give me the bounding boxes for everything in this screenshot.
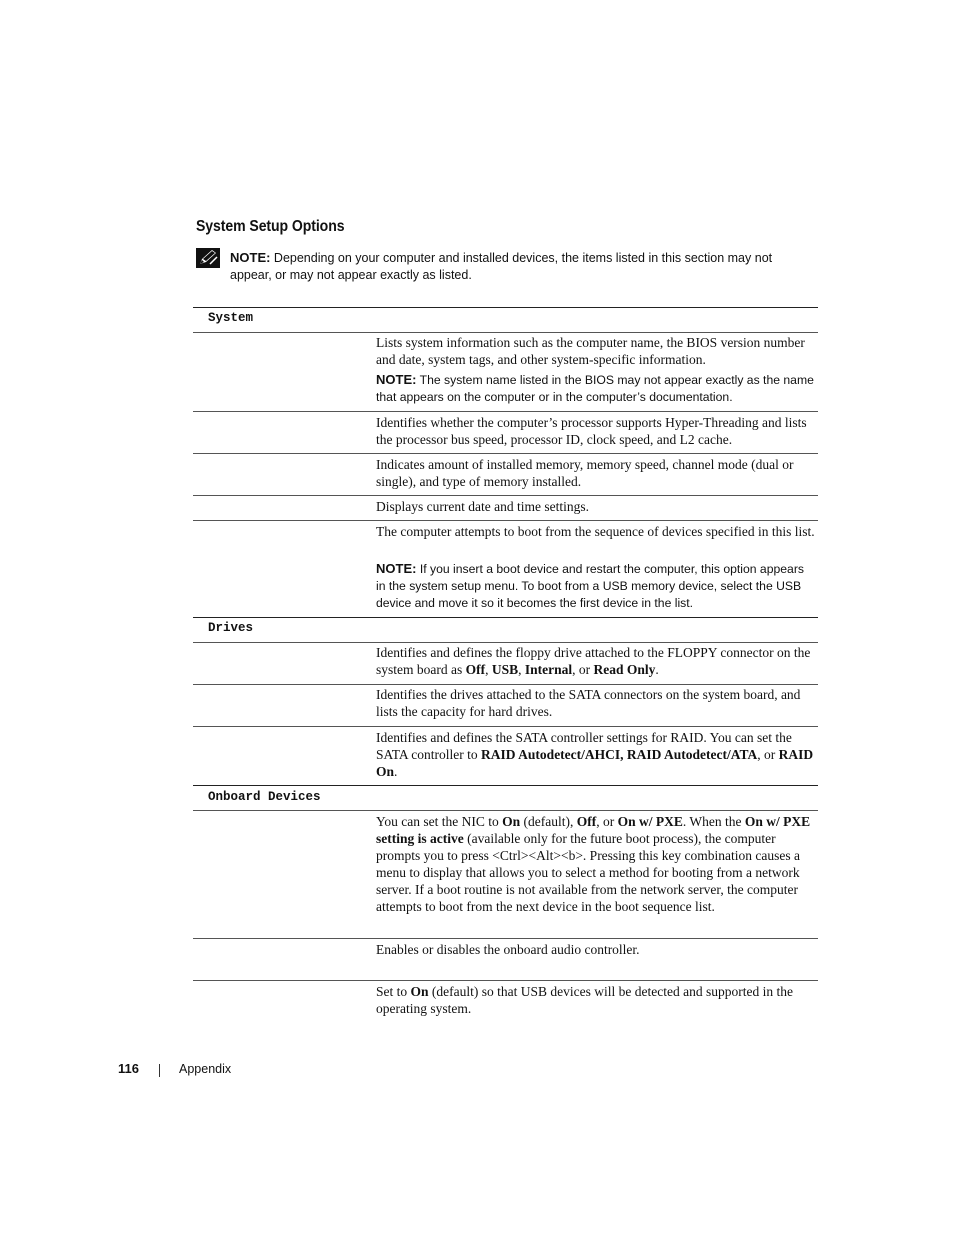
- row-description: Identifies whether the computer’s processor supports Hyper-Threading and lists the processor bus speed, processor ID, clock speed, and L2 cache.: [376, 415, 807, 447]
- row-description: Indicates amount of installed memory, memory speed, channel mode (dual or single), and type of memory installed.: [376, 457, 794, 489]
- page-heading: System Setup Options: [196, 218, 345, 235]
- footer-divider: [159, 1064, 160, 1077]
- row-description: Identifies and defines the floppy drive attached to the FLOPPY connector on the system board as Off, USB, Internal, or Read Only.: [376, 645, 811, 677]
- row-description: Identifies and defines the SATA controller settings for RAID. You can set the SATA controller to RAID Autodetect/AHCI, RAID Autodetect/ATA, or RAID On.: [376, 730, 814, 779]
- section-label-system: System: [208, 311, 254, 325]
- table-rule: [193, 980, 818, 981]
- note-label: NOTE:: [230, 250, 271, 265]
- section-label-drives: Drives: [208, 621, 254, 635]
- table-rule: [193, 332, 818, 333]
- table-rule: [193, 785, 818, 786]
- row-note: [376, 371, 816, 406]
- row-description: You can set the NIC to On (default), Off, or On w/ PXE. When the On w/ PXE setting is active (available only for the future boot process), the computer prompts you to press <Ctrl><Alt><b>. Pressing this key combination causes a menu to display that allows you to select a method for booting from a network server. If a boot routine is not available from the network server, the computer attempts to boot from the next device in the boot sequence list.: [376, 814, 811, 914]
- note-text: If you insert a boot device and restart the computer, this option appears in the system setup menu. To boot from a USB memory device, select the USB device and move it so it becomes the first device in the list.: [376, 562, 804, 610]
- table-rule: [193, 617, 818, 618]
- table-rule: [193, 642, 818, 643]
- table-rule: [193, 453, 818, 454]
- note-label: NOTE:: [376, 372, 417, 387]
- table-rule: [193, 411, 818, 412]
- table-rule: [193, 684, 818, 685]
- table-rule: [193, 307, 818, 308]
- note-pencil-icon: [196, 248, 220, 268]
- footer-section-title: Appendix: [179, 1062, 232, 1076]
- table-rule: [193, 938, 818, 939]
- table-rule: [193, 810, 818, 811]
- note-text: Depending on your computer and installed devices, the items listed in this section may not appear, or may not appear exactly as listed.: [230, 251, 773, 282]
- section-label-onboard-devices: Onboard Devices: [208, 790, 321, 804]
- row-description: Enables or disables the onboard audio controller.: [376, 942, 640, 957]
- row-description: Identifies the drives attached to the SATA connectors on the system board, and lists the capacity for hard drives.: [376, 687, 801, 719]
- page-number: 116: [118, 1061, 139, 1076]
- row-note: [376, 560, 816, 612]
- table-rule: [193, 726, 818, 727]
- row-description: Set to On (default) so that USB devices will be detected and supported in the operating system.: [376, 984, 793, 1016]
- note-text: The system name listed in the BIOS may not appear exactly as the name that appears on the computer or in the computer’s documentation.: [376, 373, 814, 404]
- table-rule: [193, 495, 818, 496]
- note-label: NOTE:: [376, 561, 417, 576]
- row-description: Displays current date and time settings.: [376, 499, 589, 514]
- table-rule: [193, 520, 818, 521]
- row-description: Lists system information such as the computer name, the BIOS version number and date, system tags, and other system-specific information.: [376, 335, 805, 367]
- row-description: The computer attempts to boot from the sequence of devices specified in this list.: [376, 524, 815, 539]
